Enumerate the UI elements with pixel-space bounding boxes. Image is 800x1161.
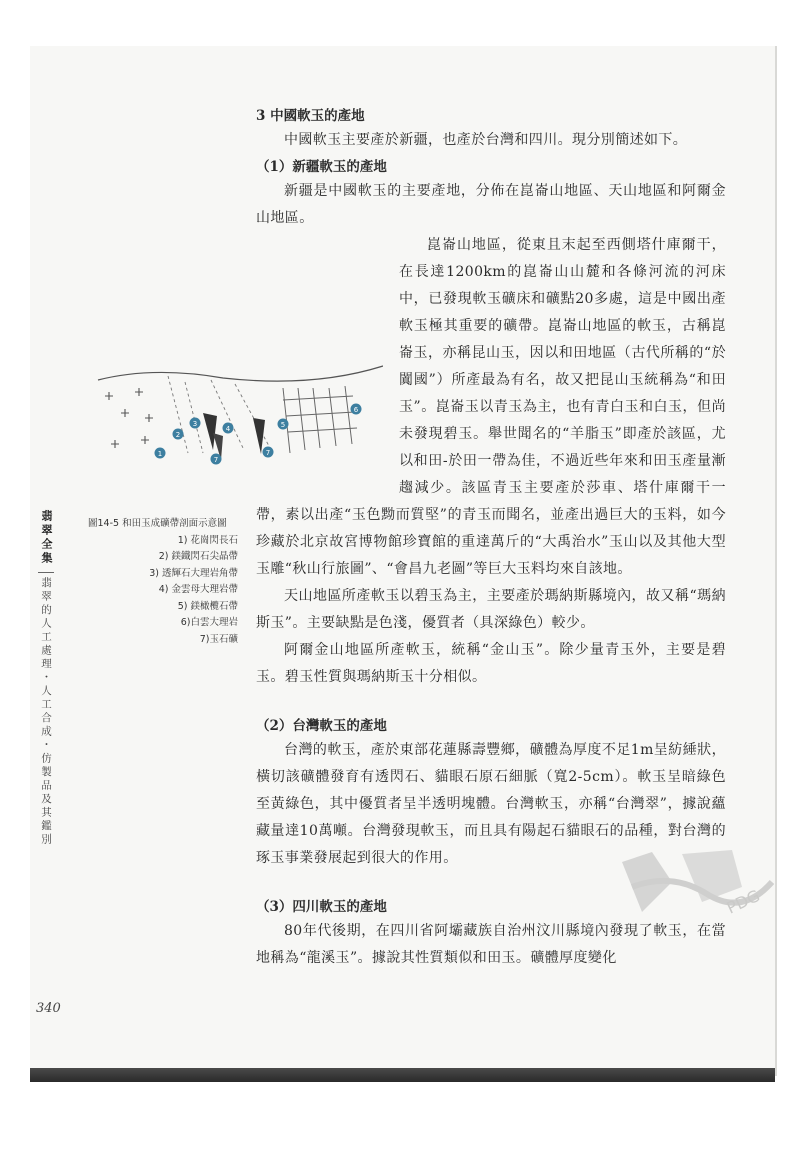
watermark-stamp xyxy=(612,842,777,922)
xinjiang-paragraph-3: 天山地區所產軟玉以碧玉為主，主要產於瑪納斯縣境內，故又稱“瑪納斯玉”。主要缺點是色淺，優質者（具深綠色）較少。 xyxy=(256,588,726,631)
marker-7b-label: 7 xyxy=(265,449,271,457)
legend-item-7: 7)玉石礦 xyxy=(199,633,238,645)
figure-caption xyxy=(88,516,238,648)
sichuan-heading: （3）四川軟玉的產地 xyxy=(256,899,387,915)
marker-3-label: 3 xyxy=(192,420,198,428)
taiwan-heading: （2）台灣軟玉的產地 xyxy=(256,718,387,734)
legend-item-6: 6)白雲大理岩 xyxy=(180,617,238,628)
marker-4-label: 4 xyxy=(225,425,231,433)
marker-6-label: 6 xyxy=(353,406,359,414)
sichuan-paragraph: 80年代後期，在四川省阿壩藏族自治州汶川縣境內發現了軟玉，在當地稱為“龍溪玉”。據說其性質類似和田玉。礦體厚度變化 xyxy=(256,923,726,966)
watermark-text: PDG xyxy=(723,885,763,918)
ore-belt-cross-section-diagram xyxy=(93,358,383,478)
page-number: 340 xyxy=(36,1001,61,1016)
legend-item-5: 5) 鎂橄欖石帶 xyxy=(177,600,238,612)
scan-edge-shadow xyxy=(30,1068,775,1082)
intro-paragraph: 中國軟玉主要產於新疆，也產於台灣和四川。現分別簡述如下。 xyxy=(284,132,688,148)
legend-item-1: 1) 花崗閃長石 xyxy=(177,534,238,546)
legend-item-4: 4) 金雲母大理岩帶 xyxy=(158,584,238,595)
xinjiang-paragraph-1: 新疆是中國軟玉的主要產地，分佈在崑崙山地區、天山地區和阿爾金山地區。 xyxy=(256,183,726,226)
xinjiang-paragraph-2-text: 崑崙山地區，從東且末起至西側塔什庫爾干，在長達1200km的崑崙山山麓和各條河流的河床中，已發現軟玉礦床和礦點20多處，這是中國出產軟玉極其重要的礦帶。崑崙山地區的軟玉，古稱崑崙玉，亦稱昆山玉，因以和田地區（古代所稱的“於闐國”）所產最為有名，故又把昆山玉統稱為“和田玉”。崑崙玉以青玉為主，也有青白玉和白玉，但尚未發現碧玉。舉世聞名的“羊脂玉”即產於該區，尤以和田-於田一帶為佳，不過近些年來和田玉產量漸趨減少。該區青玉主要產於莎車、塔什庫爾干一帶，素以出產“玉色黝而質堅”的青玉而聞名，並產出過巨大的玉料，如今珍藏於北京故宮博物館珍寶館的重達萬斤的“大禹治水”玉山以及其他大型玉雕“秋山行旅圖”、“會昌九老圖”等巨大玉料均來自該地。 xyxy=(256,237,726,577)
book-title-vertical: 翡翠全集 xyxy=(40,510,53,566)
marker-1-label: 1 xyxy=(157,450,163,458)
xinjiang-heading: （1）新疆軟玉的產地 xyxy=(256,159,387,175)
chapter-title-vertical: 翡翠的人工處理・人工合成・仿製品及其鑑別 xyxy=(38,572,54,847)
legend-item-2: 2) 鎂鐵閃石尖晶帶 xyxy=(158,551,238,562)
xinjiang-paragraph-4: 阿爾金山地區所產軟玉，統稱“金山玉”。除少量青玉外，主要是碧玉。碧玉性質與瑪納斯玉十分相似。 xyxy=(256,642,726,685)
marker-5-label: 5 xyxy=(280,421,286,429)
marker-2-label: 2 xyxy=(175,431,181,439)
caption-title: 圖14-5 和田玉成礦帶剖面示意圖 xyxy=(88,518,227,529)
marker-7a-label: 7 xyxy=(213,456,219,464)
taiwan-paragraph: 台灣的軟玉，產於東部花蓮縣壽豐鄉，礦體為厚度不足1m呈紡綞狀，橫切該礦體發育有透閃石、貓眼石原石細脈（寬2-5cm）。軟玉呈暗綠色至黃綠色，其中優質者呈半透明塊體。台灣軟玉，亦稱“台灣翠”，據說蘊藏量達10萬噸。台灣發現軟玉，而且具有陽起石貓眼石的品種，對台灣的琢玉事業發展起到很大的作用。 xyxy=(256,742,726,866)
section-heading: 3 中國軟玉的產地 xyxy=(256,108,365,124)
legend-item-3: 3) 透輝石大理岩角帶 xyxy=(149,567,238,579)
